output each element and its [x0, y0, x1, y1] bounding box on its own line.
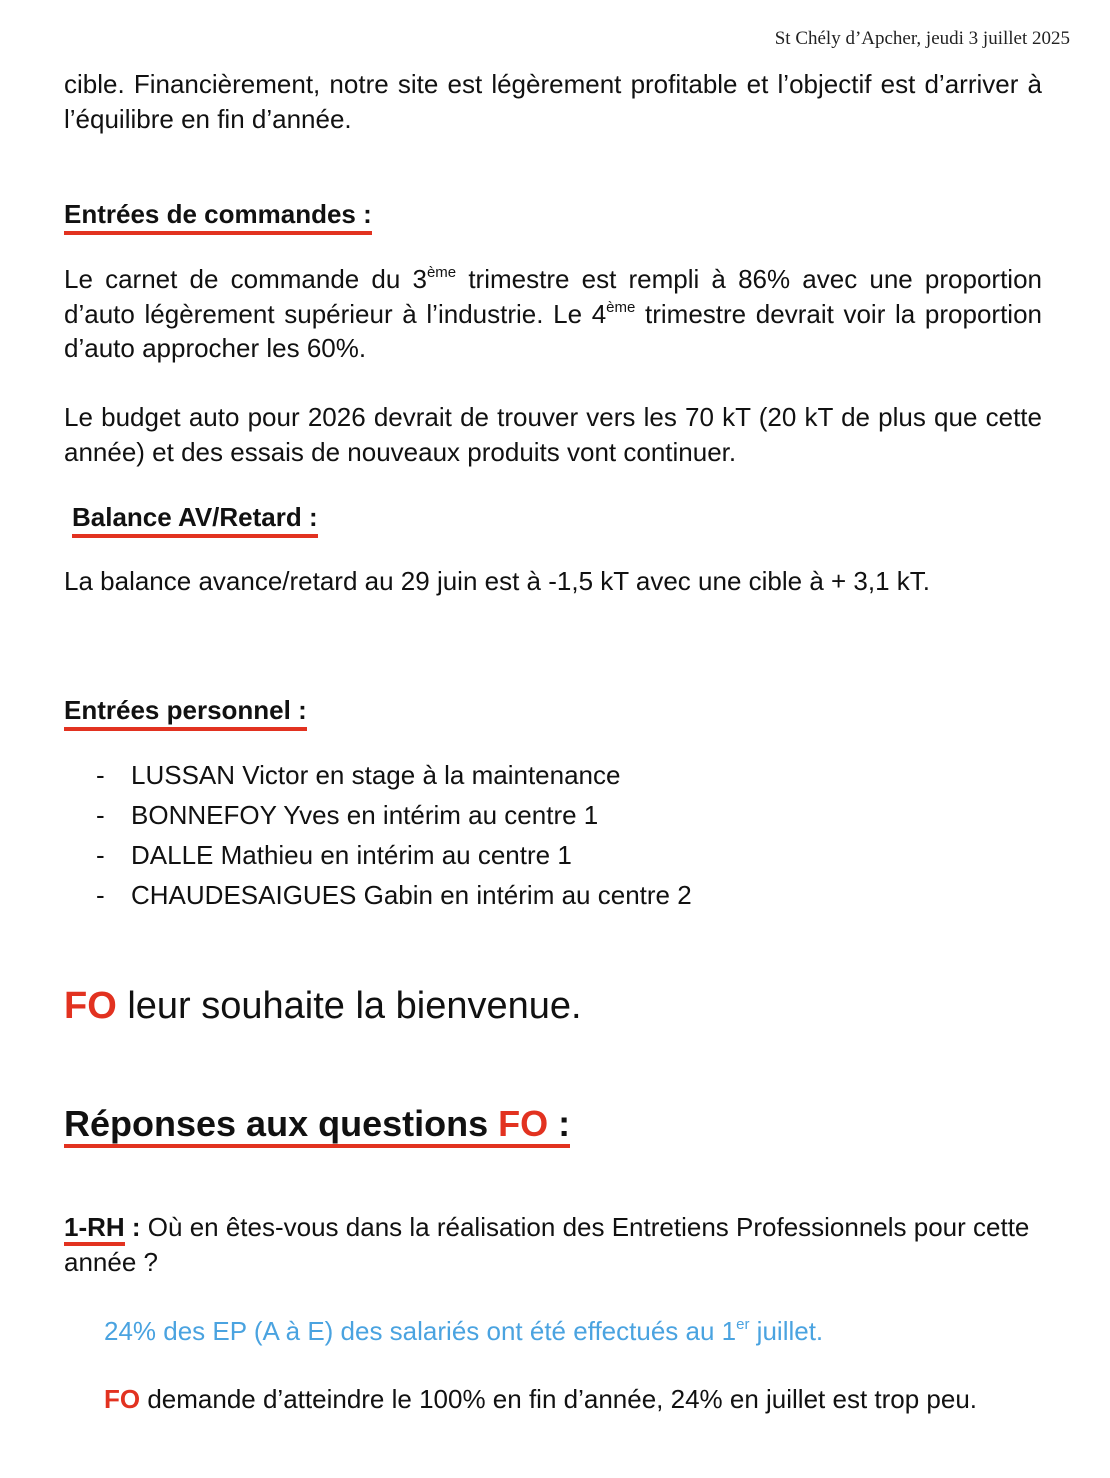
question-1 [64, 1210, 1042, 1279]
list-item-text: CHAUDESAIGUES Gabin en intérim au centre 2 [131, 880, 692, 910]
intro-paragraph: cible. Financièrement, notre site est légèrement profitable et l’objectif est d’arriver à l’équilibre en fin d’année. [64, 69, 1042, 134]
document-date: St Chély d’Apcher, jeudi 3 juillet 2025 [774, 28, 1070, 49]
heading-text: Balance AV/Retard : [72, 500, 318, 538]
bullet: - [96, 840, 105, 870]
text-run: Le carnet de commande du 3 [64, 264, 427, 294]
list-item [96, 755, 692, 795]
question-separator: : [124, 1212, 148, 1242]
question-label: 1-RH [64, 1212, 125, 1246]
list-item-text: DALLE Mathieu en intérim au centre 1 [131, 840, 572, 870]
balance-paragraph: La balance avance/retard au 29 juin est à -1,5 kT avec une cible à + 3,1 kT. [64, 566, 931, 596]
section-heading-reponses [64, 1102, 570, 1146]
section-heading-personnel [64, 693, 307, 731]
welcome-line [64, 984, 582, 1028]
superscript: ème [426, 264, 457, 281]
fo-label: FO [498, 1103, 549, 1144]
answer-text: juillet. [749, 1316, 824, 1346]
fo-label: FO [64, 985, 117, 1027]
heading-text: Entrées personnel : [64, 693, 307, 731]
fo-label: FO [104, 1384, 141, 1414]
heading-colon: : [548, 1103, 571, 1144]
bullet: - [96, 800, 105, 830]
answer-1 [104, 1314, 1044, 1349]
section-heading-balance [72, 500, 318, 538]
commandes-paragraph-2: Le budget auto pour 2026 devrait de trouver vers les 70 kT (20 kT de plus que cette année) et des essais de nouveaux produits vont continuer. [64, 402, 1042, 467]
fo-comment-1 [104, 1382, 1044, 1417]
commandes-paragraph-1 [64, 262, 1042, 366]
heading-underlined [64, 1103, 570, 1148]
fo-comment-text: demande d’atteindre le 100% en fin d’année, 24% en juillet est trop peu. [140, 1384, 978, 1414]
heading-text: Entrées de commandes : [64, 197, 372, 235]
welcome-text: leur souhaite la bienvenue. [116, 985, 582, 1027]
list-item [96, 795, 692, 835]
answer-text: 24% des EP (A à E) des salariés ont été effectués au 1 [104, 1316, 737, 1346]
superscript: ème [606, 298, 636, 316]
personnel-list [96, 755, 692, 915]
heading-text: Réponses aux questions [64, 1103, 499, 1144]
text-run: trimestre est rempli à 86% avec une proportion d’auto légèrement supérieur à l’industrie. Le 4 [64, 264, 1042, 329]
question-text: Où en êtes-vous dans la réalisation des Entretiens Professionnels pour cette année ? [64, 1212, 1030, 1277]
list-item [96, 875, 692, 915]
list-item-text: LUSSAN Victor en stage à la maintenance [131, 760, 621, 790]
section-heading-commandes [64, 197, 372, 235]
list-item [96, 835, 692, 875]
list-item-text: BONNEFOY Yves en intérim au centre 1 [131, 800, 599, 830]
text-run: trimestre devrait voir la proportion d’auto approcher les 60%. [64, 298, 1042, 363]
bullet: - [96, 880, 105, 910]
bullet: - [96, 760, 105, 790]
superscript: er [736, 1316, 750, 1333]
